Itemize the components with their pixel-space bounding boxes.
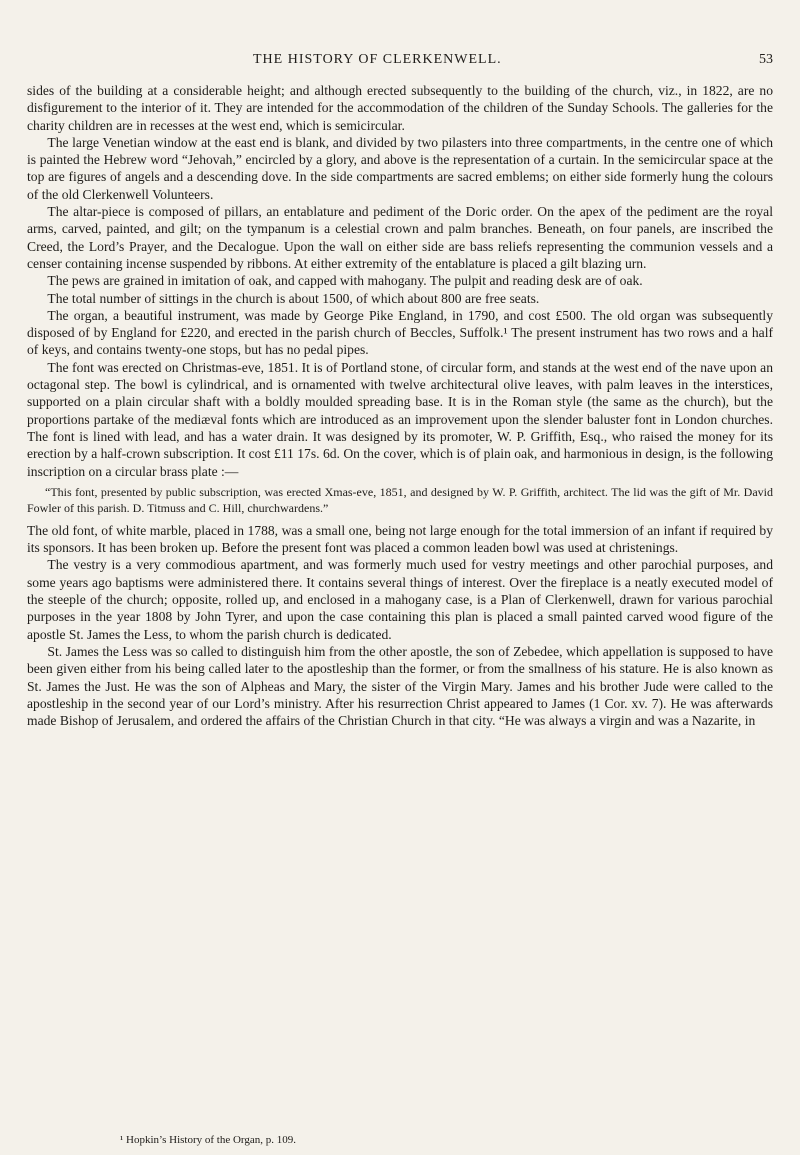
paragraph-organ: The organ, a beautiful instrument, was made by George Pike England, in 1790, and cost £500. The old organ was subsequently disposed of by England for £220, and erected in the parish church of Beccles, Suffolk.¹ The present instrument has two rows and a half of keys, and contains twenty-one stops, but has no pedal pipes. bbox=[27, 307, 773, 358]
paragraph-vestry: The vestry is a very commodious apartment, and was formerly much used for vestry meetings and other parochial purposes, and some years ago baptisms were administered there. It contains several things of interest. Over the fireplace is a neatly executed model of the steeple of the church; opposite, rolled up, and enclosed in a mahogany case, is a Plan of Clerkenwell, drawn for various parochial purposes in the year 1808 by John Tyrer, and upon the case containing this plan is placed a small painted carved wood figure of the apostle St. James the Less, to whom the parish church is dedicated. bbox=[27, 557, 773, 642]
paragraph-altar-piece: The altar-piece is composed of pillars, an entablature and pediment of the Doric order. On the apex of the pediment are the royal arms, carved, painted, and gilt; on the tympanum is a celestial crown and palm branches. Beneath, on four panels, are inscribed the Creed, the Lord’s Prayer, and the Decalogue. Upon the wall on either side are bass reliefs representing the communion vessels and a censer containing incense suspended by ribbons. At either extremity of the entablature is placed a gilt blazing urn. bbox=[27, 204, 773, 271]
paragraph-east-window: The large Venetian window at the east end is blank, and divided by two pilasters into three compartments, in the centre one of which is painted the Hebrew word “Jehovah,” encircled by a glory, and above is the representation of a curtain. In the semicircular space at the top are figures of angels and a descending dove. In the side compartments are sacred emblems; on either side formerly hung the colours of the old Clerkenwell Volunteers. bbox=[27, 134, 773, 202]
paragraph-st-james: St. James the Less was so called to distinguish him from the other apostle, the son of Zebedee, which appellation is supposed to have been given either from his being called later to the apostleship than the former, or from the smallness of his stature. He is also known as St. James the Just. He was the son of Alpheas and Mary, the sister of the Virgin Mary. James and his brother Jude were called to the apostleship in the second year of our Lord’s ministry. After his resurrection Christ appeared to James (1 Cor. xv. 7). He was afterwards made Bishop of Jerusalem, and ordered the affairs of the Christian Church in that city. “He was always a virgin and was a Nazarite, in bbox=[27, 643, 773, 729]
running-title: THE HISTORY OF CLERKENWELL. bbox=[253, 52, 502, 67]
paragraph-galleries: sides of the building at a considerable height; and although erected subsequently to the building of the church, viz., in 1822, are no disfigurement to the interior of it. They are intended for the accommodation of the children of the Sunday Schools. The galleries for the charity children are in recesses at the west end, which is semicircular. bbox=[27, 83, 773, 133]
paragraph-pews: The pews are grained in imitation of oak, and capped with mahogany. The pulpit and reading desk are of oak. bbox=[47, 273, 643, 289]
font-inscription-quote: “This font, presented by public subscription, was erected Xmas-eve, 1851, and designed by W. P. Griffith, architect. The lid was the gift of Mr. David Fowler of this parish. D. Titmuss and C. Hill, churchwardens.” bbox=[27, 484, 773, 515]
paragraph-old-font: The old font, of white marble, placed in 1788, was a small one, being not large enough for the total immersion of an infant if required by its sponsors. It has been broken up. Before the present font was placed a common leaden bowl was used at christenings. bbox=[27, 522, 773, 556]
page-number: 53 bbox=[759, 52, 773, 67]
paragraph-font: The font was erected on Christmas-eve, 1851. It is of Portland stone, of circular form, and stands at the west end of the nave upon an octagonal step. The bowl is cylindrical, and is ornamented with twelve architectural olive leaves, with palm leaves in the interstices, supported on a plain circular shaft with a boldly moulded spreading base. It is in the Roman style (the same as the church), but the proportions partake of the mediæval fonts which are introduced as an improvement upon the slender baluster font in London churches. The font is lined with lead, and has a water drain. It was designed by its promoter, W. P. Griffith, Esq., who raised the money for its erection by a half-crown subscription. It cost £11 17s. 6d. On the cover, which is of plain oak, and harmonious in design, is the following inscription on a circular brass plate :— bbox=[27, 359, 773, 479]
body-text bbox=[27, 82, 773, 729]
footnote: ¹ Hopkin’s History of the Organ, p. 109. bbox=[120, 1134, 297, 1146]
page-header bbox=[0, 52, 800, 76]
paragraph-sittings: The total number of sittings in the church is about 1500, of which about 800 are free seats. bbox=[47, 290, 540, 306]
